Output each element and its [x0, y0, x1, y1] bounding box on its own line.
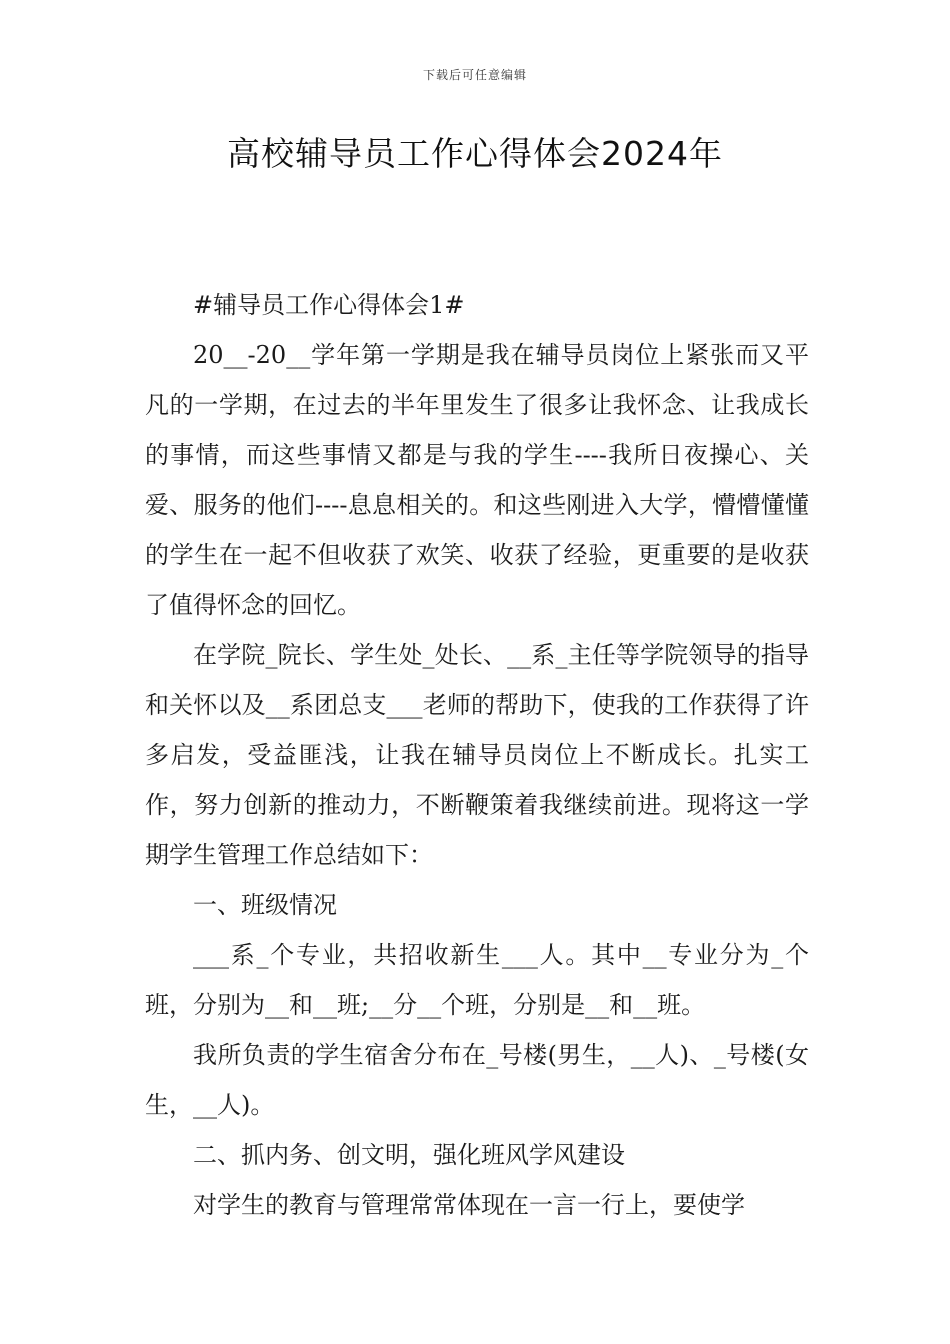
paragraph-intro: 20__-20__学年第一学期是我在辅导员岗位上紧张而又平凡的一学期，在过去的半年里发生了很多让我怀念、让我成长的事情，而这些事情又都是与我的学生----我所日夜操心、关爱、服务的他们----息息相关的。和这些刚进入大学，懵懵懂懂的学生在一起不但收获了欢笑、收获了经验，更重要的是收获了值得怀念的回忆。 — [145, 341, 809, 619]
paragraph-discipline: 对学生的教育与管理常常体现在一言一行上，要使学 — [193, 1191, 745, 1219]
section-heading-1: #辅导员工作心得体会1# — [193, 291, 465, 319]
document-title: 高校辅导员工作心得体会2024年 — [227, 134, 723, 173]
paragraph-class-info: ___系_个专业，共招收新生___人。其中__专业分为_个班，分别为__和__班;__分__个班，分别是__和__班。 — [145, 941, 809, 1019]
header-note: 下载后可任意编辑 — [422, 68, 527, 82]
section-heading-discipline: 二、抓内务、创文明，强化班风学风建设 — [193, 1141, 625, 1169]
document-body — [145, 280, 809, 1230]
paragraph-dormitory: 我所负责的学生宿舍分布在_号楼(男生，__人)、_号楼(女生，__人)。 — [145, 1041, 809, 1119]
paragraph-acknowledgement: 在学院_院长、学生处_处长、__系_主任等学院领导的指导和关怀以及__系团总支___老师的帮助下，使我的工作获得了许多启发，受益匪浅，让我在辅导员岗位上不断成长。扎实工作，努力创新的推动力，不断鞭策着我继续前进。现将这一学期学生管理工作总结如下： — [145, 641, 809, 869]
section-heading-class-info: 一、班级情况 — [193, 891, 337, 919]
